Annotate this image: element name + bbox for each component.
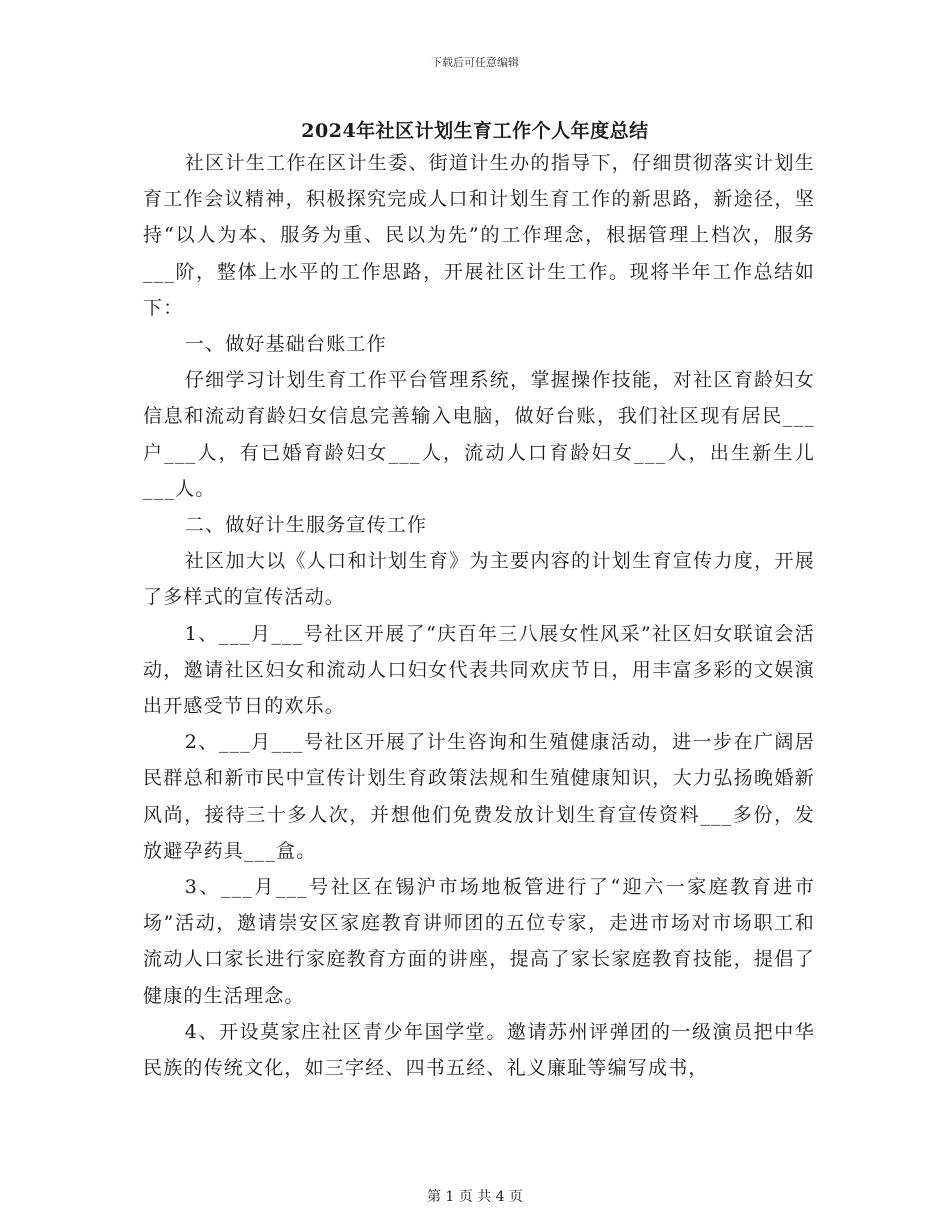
list-item-1: 1、___月___号社区开展了“庆百年三八展女性风采”社区妇女联谊会活动，邀请社区妇女和流动人口妇女代表共同欢庆节日，用丰富多彩的文娱演出开感受节日的欢乐。	[143, 622, 815, 718]
page-indicator: 第 1 页 共 4 页	[426, 1189, 524, 1205]
paragraph-section-1: 仔细学习计划生育工作平台管理系统，掌握操作技能，对社区育龄妇女信息和流动育龄妇女信息完善输入电脑，做好台账，我们社区现有居民___户___人，有已婚育龄妇女___人，流动人口育龄妇女___人，出生新生儿___人。	[143, 369, 815, 500]
list-item-2: 2、___月___号社区开展了计生咨询和生殖健康活动，进一步在广阔居民群总和新市民中宣传计划生育政策法规和生殖健康知识，大力弘扬晚婚新风尚，接待三十多人次，并想他们免费发放计划生育宣传资料___多份，发放避孕药具___盒。	[143, 731, 815, 862]
paragraph-intro: 社区计生工作在区计生委、街道计生办的指导下，仔细贯彻落实计划生育工作会议精神，积极探究完成人口和计划生育工作的新思路，新途径，坚持“以人为本、服务为重、民以为先”的工作理念，根据管理上档次，服务___阶，整体上水平的工作思路，开展社区计生工作。现将半年工作总结如下：	[143, 152, 815, 319]
section-heading-2: 二、做好计生服务宣传工作	[184, 514, 428, 537]
list-item-4: 4、开设莫家庄社区青少年国学堂。邀请苏州评弹团的一级演员把中华民族的传统文化，如三字经、四书五经、礼义廉耻等编写成书，	[143, 1020, 815, 1080]
document-body	[143, 145, 815, 1086]
document-title: 2024年社区计划生育工作个人年度总结	[301, 120, 649, 142]
list-item-3: 3、___月___号社区在锡沪市场地板管进行了“迎六一家庭教育进市场”活动，邀请崇安区家庭教育讲师团的五位专家，走进市场对市场职工和流动人口家长进行家庭教育方面的讲座，提高了家长家庭教育技能，提倡了健康的生活理念。	[143, 876, 815, 1007]
paragraph-section-2: 社区加大以《人口和计划生育》为主要内容的计划生育宣传力度，开展了多样式的宣传活动。	[143, 550, 815, 609]
section-heading-1: 一、做好基础台账工作	[184, 333, 387, 356]
header-note: 下载后可任意编辑	[431, 56, 519, 69]
